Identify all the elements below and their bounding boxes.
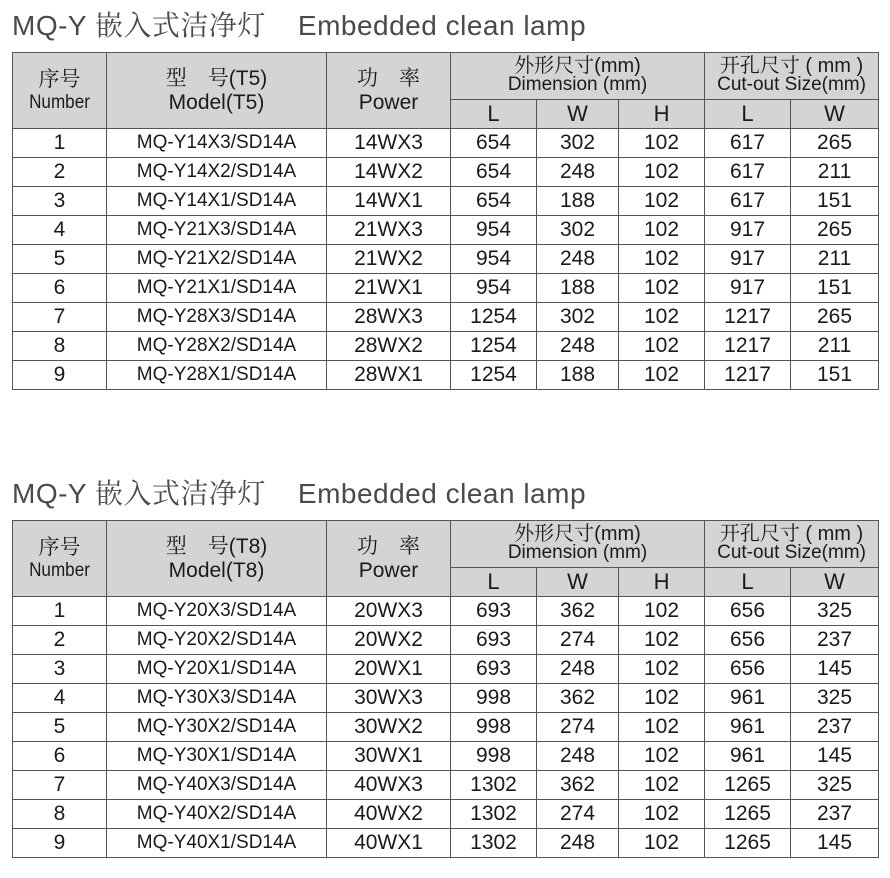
table-row xyxy=(13,216,879,245)
cell-dim-l: 654 xyxy=(451,187,537,216)
cell-number: 6 xyxy=(13,742,107,771)
cell-cut-l: 656 xyxy=(705,597,791,626)
cell-power: 14WX1 xyxy=(327,187,451,216)
cell-dim-h: 102 xyxy=(619,216,705,245)
table-body xyxy=(13,129,879,390)
cell-dim-w: 362 xyxy=(537,771,619,800)
table-row xyxy=(13,626,879,655)
cell-cut-w: 325 xyxy=(791,771,879,800)
cell-dim-l: 654 xyxy=(451,158,537,187)
cell-dim-l: 954 xyxy=(451,216,537,245)
header-number xyxy=(13,521,107,597)
cell-dim-w: 248 xyxy=(537,245,619,274)
cell-dim-l: 1302 xyxy=(451,829,537,858)
cell-cut-w: 151 xyxy=(791,274,879,303)
cell-dim-w: 274 xyxy=(537,800,619,829)
table-row xyxy=(13,771,879,800)
cell-cut-w: 211 xyxy=(791,158,879,187)
header-number-zh: 序号 xyxy=(38,535,81,559)
header-power-zh: 功 率 xyxy=(357,66,420,90)
cell-model: MQ-Y14X3/SD14A xyxy=(107,129,327,158)
cell-cut-l: 1265 xyxy=(705,829,791,858)
header-dimension-zh: 外形尺寸(mm) xyxy=(514,523,641,545)
table-row xyxy=(13,158,879,187)
cell-dim-l: 693 xyxy=(451,655,537,684)
header-cutout-zh: 开孔尺寸 ( mm ) xyxy=(719,55,864,77)
header-cutout xyxy=(705,53,879,100)
cell-dim-w: 248 xyxy=(537,158,619,187)
section-t5 xyxy=(12,4,878,390)
table-row xyxy=(13,597,879,626)
cell-cut-l: 617 xyxy=(705,187,791,216)
header-power-en: Power xyxy=(358,90,419,114)
spec-table xyxy=(12,52,879,390)
heading-zh: MQ-Y 嵌入式洁净灯 xyxy=(12,478,266,509)
cell-power: 28WX1 xyxy=(327,361,451,390)
cell-cut-l: 961 xyxy=(705,742,791,771)
table-row xyxy=(13,274,879,303)
header-dim-h: H xyxy=(619,100,705,129)
header-dim-l: L xyxy=(451,568,537,597)
cell-dim-l: 1254 xyxy=(451,303,537,332)
spec-table xyxy=(12,520,879,858)
cell-power: 30WX3 xyxy=(327,684,451,713)
cell-model: MQ-Y20X1/SD14A xyxy=(107,655,327,684)
cell-dim-h: 102 xyxy=(619,771,705,800)
cell-cut-w: 145 xyxy=(791,655,879,684)
header-dim-w: W xyxy=(537,568,619,597)
cell-model: MQ-Y40X3/SD14A xyxy=(107,771,327,800)
header-model-en: Model(T8) xyxy=(168,558,265,582)
cell-number: 5 xyxy=(13,245,107,274)
cell-cut-w: 151 xyxy=(791,361,879,390)
table-row xyxy=(13,655,879,684)
header-model xyxy=(107,53,327,129)
cell-cut-w: 265 xyxy=(791,216,879,245)
header-number-en: Number xyxy=(29,91,90,113)
cell-model: MQ-Y28X1/SD14A xyxy=(107,361,327,390)
cell-model: MQ-Y28X2/SD14A xyxy=(107,332,327,361)
cell-cut-l: 1217 xyxy=(705,332,791,361)
cell-dim-h: 102 xyxy=(619,332,705,361)
cell-dim-l: 954 xyxy=(451,245,537,274)
header-model xyxy=(107,521,327,597)
header-cut-l: L xyxy=(705,100,791,129)
cell-dim-l: 954 xyxy=(451,274,537,303)
cell-number: 8 xyxy=(13,800,107,829)
header-dimension-en: Dimension (mm) xyxy=(507,542,648,563)
cell-dim-w: 362 xyxy=(537,684,619,713)
cell-dim-h: 102 xyxy=(619,274,705,303)
cell-dim-h: 102 xyxy=(619,303,705,332)
cell-power: 40WX2 xyxy=(327,800,451,829)
cell-dim-l: 1302 xyxy=(451,800,537,829)
heading-en: Embedded clean lamp xyxy=(297,478,587,509)
cell-cut-w: 325 xyxy=(791,597,879,626)
cell-number: 7 xyxy=(13,303,107,332)
header-cut-l: L xyxy=(705,568,791,597)
cell-number: 4 xyxy=(13,684,107,713)
cell-cut-w: 145 xyxy=(791,829,879,858)
cell-cut-w: 265 xyxy=(791,303,879,332)
cell-dim-l: 1254 xyxy=(451,361,537,390)
header-cut-w: W xyxy=(791,100,879,129)
header-cutout-en: Cut-out Size(mm) xyxy=(717,74,866,95)
cell-dim-l: 998 xyxy=(451,684,537,713)
cell-dim-w: 274 xyxy=(537,626,619,655)
cell-dim-l: 1254 xyxy=(451,332,537,361)
section-heading xyxy=(12,4,878,52)
cell-cut-l: 917 xyxy=(705,245,791,274)
table-row xyxy=(13,187,879,216)
cell-model: MQ-Y30X3/SD14A xyxy=(107,684,327,713)
section-t8 xyxy=(12,472,878,858)
cell-number: 9 xyxy=(13,361,107,390)
cell-number: 1 xyxy=(13,597,107,626)
cell-power: 40WX1 xyxy=(327,829,451,858)
cell-cut-w: 325 xyxy=(791,684,879,713)
cell-model: MQ-Y21X3/SD14A xyxy=(107,216,327,245)
cell-cut-l: 656 xyxy=(705,655,791,684)
table-row xyxy=(13,829,879,858)
cell-power: 21WX2 xyxy=(327,245,451,274)
cell-cut-w: 151 xyxy=(791,187,879,216)
cell-model: MQ-Y14X1/SD14A xyxy=(107,187,327,216)
table-row xyxy=(13,332,879,361)
header-number-en: Number xyxy=(29,559,90,581)
cell-dim-w: 188 xyxy=(537,361,619,390)
cell-dim-w: 248 xyxy=(537,829,619,858)
header-number-zh: 序号 xyxy=(38,67,81,91)
cell-cut-l: 617 xyxy=(705,129,791,158)
cell-power: 30WX1 xyxy=(327,742,451,771)
heading-en: Embedded clean lamp xyxy=(297,10,587,41)
header-dim-h: H xyxy=(619,568,705,597)
header-dim-l: L xyxy=(451,100,537,129)
header-dimension-zh: 外形尺寸(mm) xyxy=(514,55,641,77)
cell-power: 30WX2 xyxy=(327,713,451,742)
cell-dim-w: 248 xyxy=(537,742,619,771)
cell-cut-l: 961 xyxy=(705,713,791,742)
cell-model: MQ-Y14X2/SD14A xyxy=(107,158,327,187)
cell-dim-h: 102 xyxy=(619,187,705,216)
table-row xyxy=(13,245,879,274)
cell-model: MQ-Y21X1/SD14A xyxy=(107,274,327,303)
cell-dim-h: 102 xyxy=(619,713,705,742)
cell-power: 14WX2 xyxy=(327,158,451,187)
cell-dim-w: 188 xyxy=(537,274,619,303)
cell-dim-h: 102 xyxy=(619,597,705,626)
cell-model: MQ-Y21X2/SD14A xyxy=(107,245,327,274)
cell-number: 4 xyxy=(13,216,107,245)
cell-number: 3 xyxy=(13,655,107,684)
cell-dim-l: 998 xyxy=(451,742,537,771)
cell-number: 6 xyxy=(13,274,107,303)
cell-power: 21WX1 xyxy=(327,274,451,303)
cell-dim-l: 654 xyxy=(451,129,537,158)
table-row xyxy=(13,713,879,742)
cell-dim-h: 102 xyxy=(619,129,705,158)
cell-dim-h: 102 xyxy=(619,626,705,655)
cell-cut-w: 237 xyxy=(791,626,879,655)
cell-power: 40WX3 xyxy=(327,771,451,800)
table-row xyxy=(13,361,879,390)
header-cutout-zh: 开孔尺寸 ( mm ) xyxy=(719,523,864,545)
header-power-en: Power xyxy=(358,558,419,582)
cell-model: MQ-Y30X2/SD14A xyxy=(107,713,327,742)
header-dim-w: W xyxy=(537,100,619,129)
header-dimension-en: Dimension (mm) xyxy=(507,74,648,95)
header-model-en: Model(T5) xyxy=(168,90,265,114)
header-dimension xyxy=(451,53,705,100)
cell-model: MQ-Y20X3/SD14A xyxy=(107,597,327,626)
header-number xyxy=(13,53,107,129)
header-power xyxy=(327,521,451,597)
cell-dim-w: 362 xyxy=(537,597,619,626)
section-heading xyxy=(12,472,878,520)
cell-dim-l: 693 xyxy=(451,597,537,626)
cell-cut-l: 1265 xyxy=(705,800,791,829)
cell-cut-l: 656 xyxy=(705,626,791,655)
cell-dim-l: 693 xyxy=(451,626,537,655)
cell-number: 7 xyxy=(13,771,107,800)
cell-cut-w: 145 xyxy=(791,742,879,771)
cell-dim-w: 248 xyxy=(537,332,619,361)
cell-dim-h: 102 xyxy=(619,742,705,771)
cell-dim-l: 1302 xyxy=(451,771,537,800)
cell-number: 2 xyxy=(13,158,107,187)
cell-number: 1 xyxy=(13,129,107,158)
cell-power: 21WX3 xyxy=(327,216,451,245)
cell-dim-w: 302 xyxy=(537,216,619,245)
cell-cut-l: 1217 xyxy=(705,303,791,332)
header-model-zh: 型 号(T5) xyxy=(165,66,268,90)
cell-dim-h: 102 xyxy=(619,245,705,274)
cell-cut-w: 211 xyxy=(791,332,879,361)
cell-model: MQ-Y30X1/SD14A xyxy=(107,742,327,771)
cell-dim-w: 274 xyxy=(537,713,619,742)
heading-zh: MQ-Y 嵌入式洁净灯 xyxy=(12,10,266,41)
cell-cut-w: 237 xyxy=(791,800,879,829)
cell-number: 9 xyxy=(13,829,107,858)
cell-power: 20WX3 xyxy=(327,597,451,626)
cell-power: 20WX2 xyxy=(327,626,451,655)
header-cutout-en: Cut-out Size(mm) xyxy=(717,542,866,563)
cell-cut-l: 617 xyxy=(705,158,791,187)
cell-model: MQ-Y28X3/SD14A xyxy=(107,303,327,332)
header-power-zh: 功 率 xyxy=(357,534,420,558)
header-dimension xyxy=(451,521,705,568)
cell-cut-w: 211 xyxy=(791,245,879,274)
cell-power: 14WX3 xyxy=(327,129,451,158)
table-row xyxy=(13,800,879,829)
cell-dim-h: 102 xyxy=(619,800,705,829)
header-power xyxy=(327,53,451,129)
cell-cut-l: 917 xyxy=(705,274,791,303)
cell-number: 3 xyxy=(13,187,107,216)
cell-model: MQ-Y40X2/SD14A xyxy=(107,800,327,829)
cell-dim-l: 998 xyxy=(451,713,537,742)
cell-number: 5 xyxy=(13,713,107,742)
cell-power: 20WX1 xyxy=(327,655,451,684)
table-body xyxy=(13,597,879,858)
header-cut-w: W xyxy=(791,568,879,597)
cell-power: 28WX3 xyxy=(327,303,451,332)
table-row xyxy=(13,684,879,713)
cell-cut-l: 961 xyxy=(705,684,791,713)
cell-dim-w: 248 xyxy=(537,655,619,684)
table-row xyxy=(13,129,879,158)
cell-number: 8 xyxy=(13,332,107,361)
cell-number: 2 xyxy=(13,626,107,655)
table-row xyxy=(13,303,879,332)
cell-dim-w: 302 xyxy=(537,303,619,332)
cell-dim-h: 102 xyxy=(619,361,705,390)
cell-cut-w: 237 xyxy=(791,713,879,742)
cell-dim-h: 102 xyxy=(619,158,705,187)
cell-cut-l: 1265 xyxy=(705,771,791,800)
header-model-zh: 型 号(T8) xyxy=(165,534,268,558)
cell-cut-w: 265 xyxy=(791,129,879,158)
cell-dim-h: 102 xyxy=(619,829,705,858)
header-cutout xyxy=(705,521,879,568)
cell-cut-l: 917 xyxy=(705,216,791,245)
cell-dim-h: 102 xyxy=(619,655,705,684)
cell-power: 28WX2 xyxy=(327,332,451,361)
cell-cut-l: 1217 xyxy=(705,361,791,390)
cell-dim-w: 302 xyxy=(537,129,619,158)
cell-model: MQ-Y20X2/SD14A xyxy=(107,626,327,655)
cell-model: MQ-Y40X1/SD14A xyxy=(107,829,327,858)
cell-dim-h: 102 xyxy=(619,684,705,713)
cell-dim-w: 188 xyxy=(537,187,619,216)
table-row xyxy=(13,742,879,771)
